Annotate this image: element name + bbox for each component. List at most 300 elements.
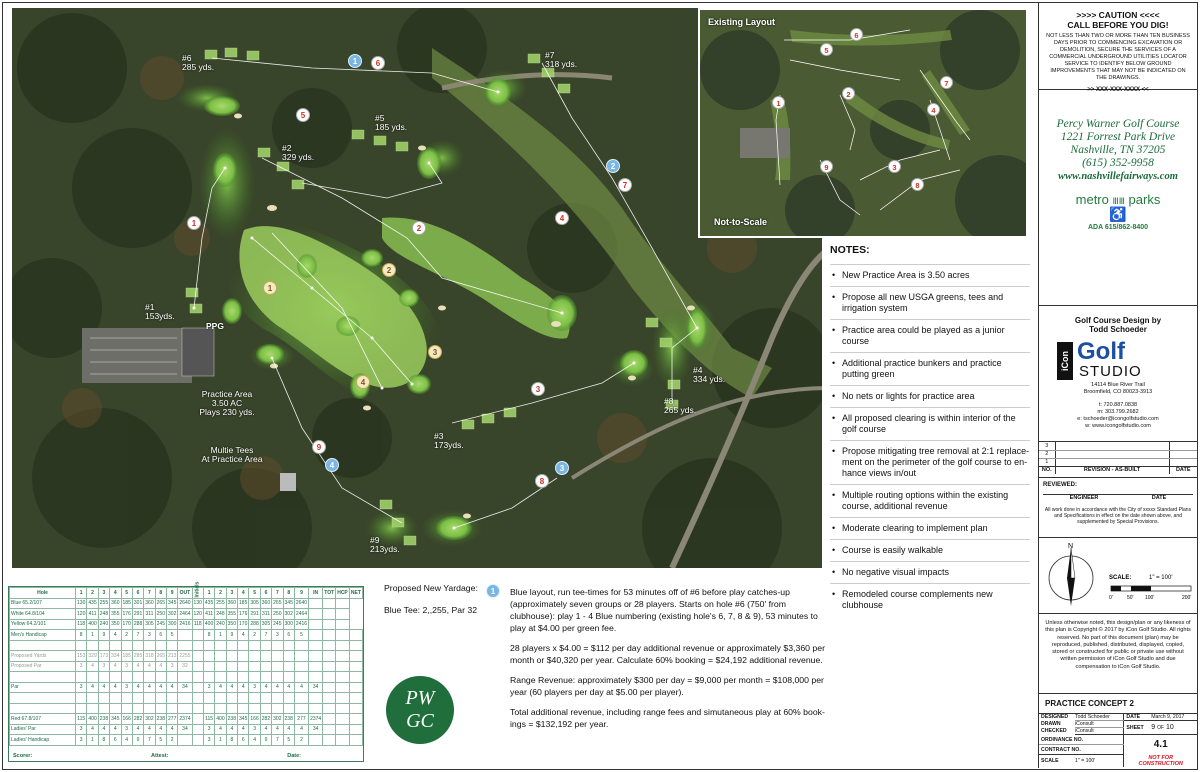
scorecard-cell: 400 xyxy=(87,619,98,630)
scorecard-cell: 240 xyxy=(98,619,109,630)
scorecard-row xyxy=(10,703,363,714)
scorecard-cell xyxy=(192,630,203,641)
scorecard-cell: 360 xyxy=(226,598,237,609)
scorecard-cell xyxy=(336,693,350,704)
scorecard-cell: 1 xyxy=(87,630,98,641)
scorecard-cell xyxy=(283,640,294,651)
scorecard-cell: 5 xyxy=(294,630,308,641)
multie-tees-label: Multie Tees At Practice Area xyxy=(201,445,263,464)
designer-tel: t: 720.887.0838 xyxy=(1098,402,1138,408)
scorecard-cell: 3 xyxy=(76,682,87,693)
scorecard-cell: 300 xyxy=(167,619,178,630)
scorecard-cell xyxy=(336,598,350,609)
scorecard-row xyxy=(10,619,363,630)
scorecard-cell: Red 67.8/107 xyxy=(10,714,76,725)
blue-pin-legend: 1 xyxy=(486,584,500,598)
scorecard-cell: 3 xyxy=(203,682,214,693)
scorecard-cell: 4 xyxy=(132,661,143,672)
scorecard-cell xyxy=(349,661,362,672)
blue-pin-3: 3 xyxy=(555,461,569,475)
route-pin-6: 6 xyxy=(371,56,385,70)
hole-7-label: #7 318 yds. xyxy=(545,50,578,69)
scorecard-cell: 288 xyxy=(132,619,143,630)
scorecard-cell: 277 xyxy=(167,714,178,725)
scorecard-cell xyxy=(10,693,76,704)
hole-2-label: #2 329 yds. xyxy=(282,143,315,162)
north-scale-block xyxy=(1039,538,1197,614)
scorecard-cell xyxy=(192,682,203,693)
inset-pin-3: 3 xyxy=(888,160,901,173)
scorecard-cell xyxy=(294,651,308,662)
scorecard-cell: 1 xyxy=(215,735,226,746)
scorecard-cell xyxy=(349,682,362,693)
designer-address1: 14114 Blue River Trail xyxy=(1091,382,1145,388)
scorecard-cell: 4 xyxy=(294,682,308,693)
scorecard-row xyxy=(10,735,363,746)
scorecard-cell: 176 xyxy=(238,609,249,620)
scorecard-cell: 2 xyxy=(294,735,308,746)
note-item: • Propose mitigating tree removal at 2:1 replace-ment on the perimeter of the golf course to en-hance views in/out xyxy=(830,440,1030,484)
scorecard-cell: 6 xyxy=(283,630,294,641)
scorecard-cell: 345 xyxy=(283,598,294,609)
note-item: • Moderate clearing to implement plan xyxy=(830,517,1030,539)
scorecard-cell xyxy=(132,640,143,651)
scorecard-cell xyxy=(215,703,226,714)
scorecard-cell xyxy=(309,735,323,746)
scorecard-cell: 4 xyxy=(144,724,155,735)
hole-9-label: #9 213yds. xyxy=(370,535,400,554)
scorecard-cell xyxy=(87,672,98,683)
scale-label: SCALE: xyxy=(1109,575,1132,581)
scorecard-cell xyxy=(249,661,260,672)
caution-header: >>>> CAUTION <<<< xyxy=(1076,10,1160,20)
client-web: www.nashvillefairways.com xyxy=(1058,171,1178,182)
sheet-info: DESIGNED Todd Schoeder DATE March 9, 2017 DRAWN iConsult SHEET 9 OF 10 CHECKED iConsult ORDINANCE NO. 4.1 CONTRACT NO. SCALE 1" = 100' NOT FOR CONSTRUCTION xyxy=(1039,714,1197,768)
note-item: • Course is easily walkable xyxy=(830,539,1030,561)
scorecard-cell xyxy=(283,693,294,704)
scorecard-cell: 3 xyxy=(167,661,178,672)
inset-pin-7: 7 xyxy=(940,76,953,89)
scorecard-cell: 3 xyxy=(76,724,87,735)
scorecard-cell: 3 xyxy=(98,661,109,672)
scorecard-cell: 5 xyxy=(283,735,294,746)
scorecard-cell xyxy=(215,640,226,651)
client-phone: (615) 352-9958 xyxy=(1082,157,1154,169)
metro-parks-logo: metro ⅢⅢ parks xyxy=(1075,192,1161,207)
scorecard-cell xyxy=(215,693,226,704)
scorecard-cell: 6 xyxy=(110,735,121,746)
scorecard-cell: 334 xyxy=(110,651,121,662)
existing-layout-inset xyxy=(698,8,1028,238)
scorecard-cell: 4 xyxy=(110,630,121,641)
scorecard-cell: 7 xyxy=(144,735,155,746)
svg-text:100': 100' xyxy=(1145,595,1155,601)
inset-title: Existing Layout xyxy=(708,17,776,27)
scorecard-cell: 115 xyxy=(203,714,214,725)
scorecard-cell: 8 xyxy=(226,735,237,746)
blue-pin-4: 4 xyxy=(325,458,339,472)
scorecard-cell xyxy=(110,703,121,714)
scorecard-cell: 4 xyxy=(155,682,166,693)
scorecard-cell: 4 xyxy=(167,724,178,735)
scorecard-cell xyxy=(192,703,203,714)
scorecard-cell xyxy=(76,640,87,651)
scorecard-cell xyxy=(192,724,203,735)
scorecard-cell: 5 xyxy=(167,630,178,641)
accessibility-icon: ♿ xyxy=(1109,208,1127,223)
scorecard-cell: 213 xyxy=(167,651,178,662)
scorecard-cell: 1 xyxy=(87,735,98,746)
scorecard-cell: 2 xyxy=(249,630,260,641)
hole-1-label: #1 153yds. xyxy=(145,302,175,321)
scorecard-cell: Ladies' Handicap xyxy=(10,735,76,746)
scorecard-cell: Proposed Par xyxy=(10,661,76,672)
scorecard-cell: 345 xyxy=(110,714,121,725)
scorecard-cell xyxy=(260,703,271,714)
scorecard-cell xyxy=(309,630,323,641)
scorecard-cell xyxy=(336,619,350,630)
scorecard-cell: 4 xyxy=(283,682,294,693)
scorecard-cell: 6 xyxy=(238,735,249,746)
scorecard-cell: 2640 xyxy=(178,598,192,609)
scorecard-cell: 4 xyxy=(110,661,121,672)
scorecard-cell: 32 xyxy=(178,661,192,672)
scorecard-cell xyxy=(238,693,249,704)
scorecard-cell: 115 xyxy=(76,714,87,725)
scorecard-cell: 9 xyxy=(98,630,109,641)
scorecard-cell: 350 xyxy=(110,619,121,630)
scorecard-cell xyxy=(294,703,308,714)
scorecard-cell: 3 xyxy=(76,735,87,746)
practice-pin-2: 2 xyxy=(382,263,396,277)
scorecard-cell xyxy=(272,661,283,672)
scorecard-cell: 345 xyxy=(238,714,249,725)
scorecard-cell: 166 xyxy=(249,714,260,725)
scorecard-row xyxy=(10,672,363,683)
scorecard-cell: 170 xyxy=(238,619,249,630)
scorecard-row xyxy=(10,630,363,641)
scorecard-cell: 4 xyxy=(226,724,237,735)
scorecard-cell: 120 xyxy=(76,609,87,620)
scorecard-cell: 4 xyxy=(110,724,121,735)
scorecard-cell: 345 xyxy=(167,598,178,609)
scorecard-cell: 400 xyxy=(87,714,98,725)
scorecard-cell: 360 xyxy=(110,598,121,609)
scorecard-cell xyxy=(294,693,308,704)
scorecard-cell: 9 xyxy=(226,630,237,641)
scorecard-cell: 411 xyxy=(87,609,98,620)
scorecard-cell xyxy=(121,693,132,704)
route-pin-1: 1 xyxy=(187,216,201,230)
scorecard-cell xyxy=(349,640,362,651)
scorecard-cell xyxy=(249,672,260,683)
scorecard-cell: 360 xyxy=(260,598,271,609)
scorecard-cell xyxy=(192,735,203,746)
pwgc-logo: PW GC xyxy=(386,676,454,744)
yardage-title: Proposed New Yardage: xyxy=(384,583,478,593)
scorecard-cell xyxy=(336,682,350,693)
scorecard-cell: 4 xyxy=(215,724,226,735)
scorecard-cell: 238 xyxy=(283,714,294,725)
scorecard-cell xyxy=(336,661,350,672)
scorecard-cell: 248 xyxy=(215,609,226,620)
inset-pin-9: 9 xyxy=(820,160,833,173)
scorecard-cell xyxy=(98,640,109,651)
scorecard-cell xyxy=(121,640,132,651)
scorecard-cell xyxy=(215,672,226,683)
practice-area-label: Practice Area 3.50 AC Plays 230 yds. xyxy=(199,389,255,417)
scorecard-cell xyxy=(238,640,249,651)
notes-list xyxy=(830,264,1030,616)
practice-pin-1: 1 xyxy=(263,281,277,295)
scorecard-cell xyxy=(260,693,271,704)
scorecard-row xyxy=(10,724,363,735)
scorecard-cell: 170 xyxy=(121,619,132,630)
scorecard-cell: 4 xyxy=(87,661,98,672)
hole-8-label: #8 265 yds. xyxy=(664,396,697,415)
route-pin-3: 3 xyxy=(531,382,545,396)
scorecard-cell: 3 xyxy=(144,630,155,641)
scorecard-cell xyxy=(226,661,237,672)
scorecard-cell xyxy=(98,703,109,714)
scorecard-cell: 4 xyxy=(132,724,143,735)
scorecard-cell: 3 xyxy=(76,661,87,672)
caution-block xyxy=(1039,2,1197,93)
scorecard-cell: 302 xyxy=(167,609,178,620)
scorecard-cell xyxy=(155,693,166,704)
note-item: • New Practice Area is 3.50 acres xyxy=(830,264,1030,286)
practice-pin-4: 4 xyxy=(356,375,370,389)
scorecard-cell xyxy=(349,672,362,683)
north-label: N xyxy=(1068,543,1074,550)
sheet-number: 4.1 xyxy=(1124,735,1197,755)
scorecard-row xyxy=(10,651,363,662)
scorecard-cell xyxy=(167,693,178,704)
blue-tee-summary: Blue Tee: 2,,255, Par 32 xyxy=(384,605,478,615)
scorecard-cell: 300 xyxy=(283,619,294,630)
scorecard-cell xyxy=(110,693,121,704)
scorecard-cell xyxy=(155,672,166,683)
scorecard-cell xyxy=(167,703,178,714)
scorecard-cell: 2 xyxy=(167,735,178,746)
scorecard-cell xyxy=(309,619,323,630)
scorecard-cell xyxy=(178,735,192,746)
scorecard-cell xyxy=(178,703,192,714)
scorecard-cell xyxy=(272,703,283,714)
scorecard-cell: 305 xyxy=(260,619,271,630)
scorecard-cell xyxy=(323,682,336,693)
scorecard-cell: 318 xyxy=(144,651,155,662)
note-item: • Multiple routing options within the existing course, additional revenue xyxy=(830,484,1030,517)
scorecard-cell: 238 xyxy=(98,714,109,725)
inset-pin-2: 2 xyxy=(842,87,855,100)
scorecard-cell: 4 xyxy=(249,735,260,746)
hole-5-label: #5 185 yds. xyxy=(375,113,408,132)
scorecard-cell xyxy=(260,672,271,683)
scorecard-cell xyxy=(323,661,336,672)
scorecard-cell: Yellow 64.2/101 xyxy=(10,619,76,630)
scorecard-cell xyxy=(323,630,336,641)
scorecard-cell xyxy=(132,672,143,683)
scorecard-cell: 355 xyxy=(226,609,237,620)
scorecard-cell: 8 xyxy=(203,630,214,641)
blue-pin-1: 1 xyxy=(348,54,362,68)
scorecard-cell xyxy=(323,693,336,704)
scorecard-row xyxy=(10,693,363,704)
designer-mobile: m: 303.799.2682 xyxy=(1097,409,1139,415)
scorecard-cell xyxy=(349,703,362,714)
note-item: • No nets or lights for practice area xyxy=(830,385,1030,407)
scorecard-cell: Blue 65.2/107 xyxy=(10,598,76,609)
reviewed-block xyxy=(1039,478,1197,538)
note-item: • All proposed clearing is within interior of the golf course xyxy=(830,407,1030,440)
scorecard-cell xyxy=(167,672,178,683)
scorecard-cell: 400 xyxy=(203,619,214,630)
scorecard-cell: 277 xyxy=(294,714,308,725)
scorecard-cell: 250 xyxy=(155,609,166,620)
scorecard-cell: 265 xyxy=(155,598,166,609)
caution-title: CALL BEFORE YOU DIG! xyxy=(1067,20,1169,30)
scorecard-cell: 302 xyxy=(272,714,283,725)
designer-name: Todd Schoeder xyxy=(1089,325,1147,334)
scorecard-cell xyxy=(155,703,166,714)
scorecard-cell: 4 xyxy=(121,735,132,746)
scorecard-cell xyxy=(144,672,155,683)
scorecard-cell: 173 xyxy=(98,651,109,662)
scorecard-cell: 411 xyxy=(203,609,214,620)
scorecard-cell xyxy=(336,609,350,620)
scorecard-cell: 34 xyxy=(178,682,192,693)
scorecard-cell xyxy=(226,651,237,662)
scorecard-cell xyxy=(272,640,283,651)
scorecard-cell xyxy=(178,672,192,683)
client-address2: Nashville, TN 37205 xyxy=(1070,144,1166,156)
hole-3-label: #3 173yds. xyxy=(434,431,464,450)
scorecard-cell: 2 xyxy=(121,630,132,641)
scorecard-cell xyxy=(336,714,350,725)
scorecard-cell xyxy=(283,703,294,714)
scorecard-cell xyxy=(349,724,362,735)
scorecard-cell: 120 xyxy=(192,609,203,620)
scorecard-cell: 288 xyxy=(249,619,260,630)
scorecard-cell: 185 xyxy=(238,598,249,609)
scorecard-cell: 2255 xyxy=(178,651,192,662)
route-pin-9: 9 xyxy=(312,440,326,454)
scorecard-cell xyxy=(309,640,323,651)
scorecard-cell xyxy=(226,672,237,683)
scorecard-cell xyxy=(238,651,249,662)
inset-aerial xyxy=(700,10,1028,238)
scorecard-cell: 6 xyxy=(155,630,166,641)
scorecard-cell xyxy=(132,693,143,704)
scorecard-cell xyxy=(283,651,294,662)
scorecard-cell xyxy=(110,672,121,683)
scorecard-cell: 153 xyxy=(76,651,87,662)
scorecard-cell xyxy=(87,640,98,651)
scorecard-cell xyxy=(336,640,350,651)
client-name: Percy Warner Golf Course xyxy=(1056,118,1180,130)
scorecard-cell xyxy=(167,640,178,651)
scorecard-cell xyxy=(192,672,203,683)
scorecard-cell: 166 xyxy=(121,714,132,725)
scorecard-cell xyxy=(238,703,249,714)
scorecard-cell xyxy=(76,693,87,704)
note-item: • No negative visual impacts xyxy=(830,561,1030,583)
scorecard-cell: 176 xyxy=(121,609,132,620)
scorecard-cell: 4 xyxy=(260,724,271,735)
yardage-revenue-notes xyxy=(384,582,834,762)
scorecard-cell: 4 xyxy=(215,682,226,693)
scorecard-cell xyxy=(349,714,362,725)
designer-address2: Broomfield, CO 80023-3913 xyxy=(1083,389,1153,395)
scorecard-cell: 4 xyxy=(226,682,237,693)
scorecard-cell: 118 xyxy=(192,619,203,630)
scorecard-cell xyxy=(336,672,350,683)
scorecard-cell: 311 xyxy=(144,609,155,620)
scorecard-cell: 34 xyxy=(178,724,192,735)
scorecard-cell xyxy=(309,672,323,683)
sheet-title: PRACTICE CONCEPT 2 xyxy=(1039,694,1197,714)
scorecard-cell: 400 xyxy=(215,714,226,725)
scorecard-cell: 8 xyxy=(98,735,109,746)
scorecard-cell xyxy=(336,630,350,641)
scorecard-cell xyxy=(309,703,323,714)
inset-pin-5: 5 xyxy=(820,43,833,56)
scorecard-cell: 4 xyxy=(272,724,283,735)
scorecard-cell xyxy=(76,703,87,714)
scorecard-cell xyxy=(349,630,362,641)
scorecard-cell: Ladies' Par xyxy=(10,724,76,735)
ada-phone: ADA 615/862-8400 xyxy=(1087,224,1149,231)
caution-body: NOT LESS THAN TWO OR MORE THAN TEN BUSINESS DAYS PRIOR TO COMMENCING EXCAVATION OR DEMOLITION, SECURE THE SERVICES OF A COMMERCIAL UNDERGROUND UTILITIES LOCATOR SERVICE TO IDENTIFY BELOW GROUND IMPROVEMENTS THAT MAY NOT BE INDICATED ON THE DRAWINGS. xyxy=(1046,33,1190,81)
scorecard-cell xyxy=(178,640,192,651)
scorecard-cell: 4 xyxy=(110,682,121,693)
scorecard-cell xyxy=(87,693,98,704)
designer-web: w: www.icongolfstudio.com xyxy=(1085,423,1151,429)
scorecard-row xyxy=(10,609,363,620)
scorecard-cell: 3 xyxy=(203,735,214,746)
scorecard-cell: 238 xyxy=(226,714,237,725)
scorecard-cell: 2464 xyxy=(294,609,308,620)
designer-heading: Golf Course Design by xyxy=(1074,316,1162,325)
notes-title: NOTES: xyxy=(830,244,870,256)
scorecard-cell: 3 xyxy=(121,661,132,672)
scorecard-cell: 4 xyxy=(155,724,166,735)
scorecard-cell xyxy=(226,703,237,714)
scorecard-cell: 2416 xyxy=(178,619,192,630)
scorecard-cell xyxy=(238,661,249,672)
scorecard-cell: 2374 xyxy=(309,714,323,725)
scorecard-cell xyxy=(323,735,336,746)
scorecard-cell: Men's Handicap xyxy=(10,630,76,641)
scorecard-cell xyxy=(192,640,203,651)
scorecard-cell xyxy=(226,693,237,704)
scorecard-cell: 4 xyxy=(144,661,155,672)
scorecard-cell: 4 xyxy=(238,724,249,735)
scorecard-cell xyxy=(272,651,283,662)
scorecard-cell xyxy=(349,693,362,704)
scorecard-cell: 3 xyxy=(121,724,132,735)
scorecard-cell xyxy=(323,640,336,651)
scorecard-cell: White 64.8/104 xyxy=(10,609,76,620)
scorecard-cell xyxy=(249,640,260,651)
scorecard-cell: 305 xyxy=(144,619,155,630)
scorecard-cell xyxy=(10,640,76,651)
svg-text:50': 50' xyxy=(1127,595,1134,601)
scorecard-cell xyxy=(323,672,336,683)
scorecard-cell: 7 xyxy=(260,630,271,641)
scorecard-cell: 4 xyxy=(155,661,166,672)
